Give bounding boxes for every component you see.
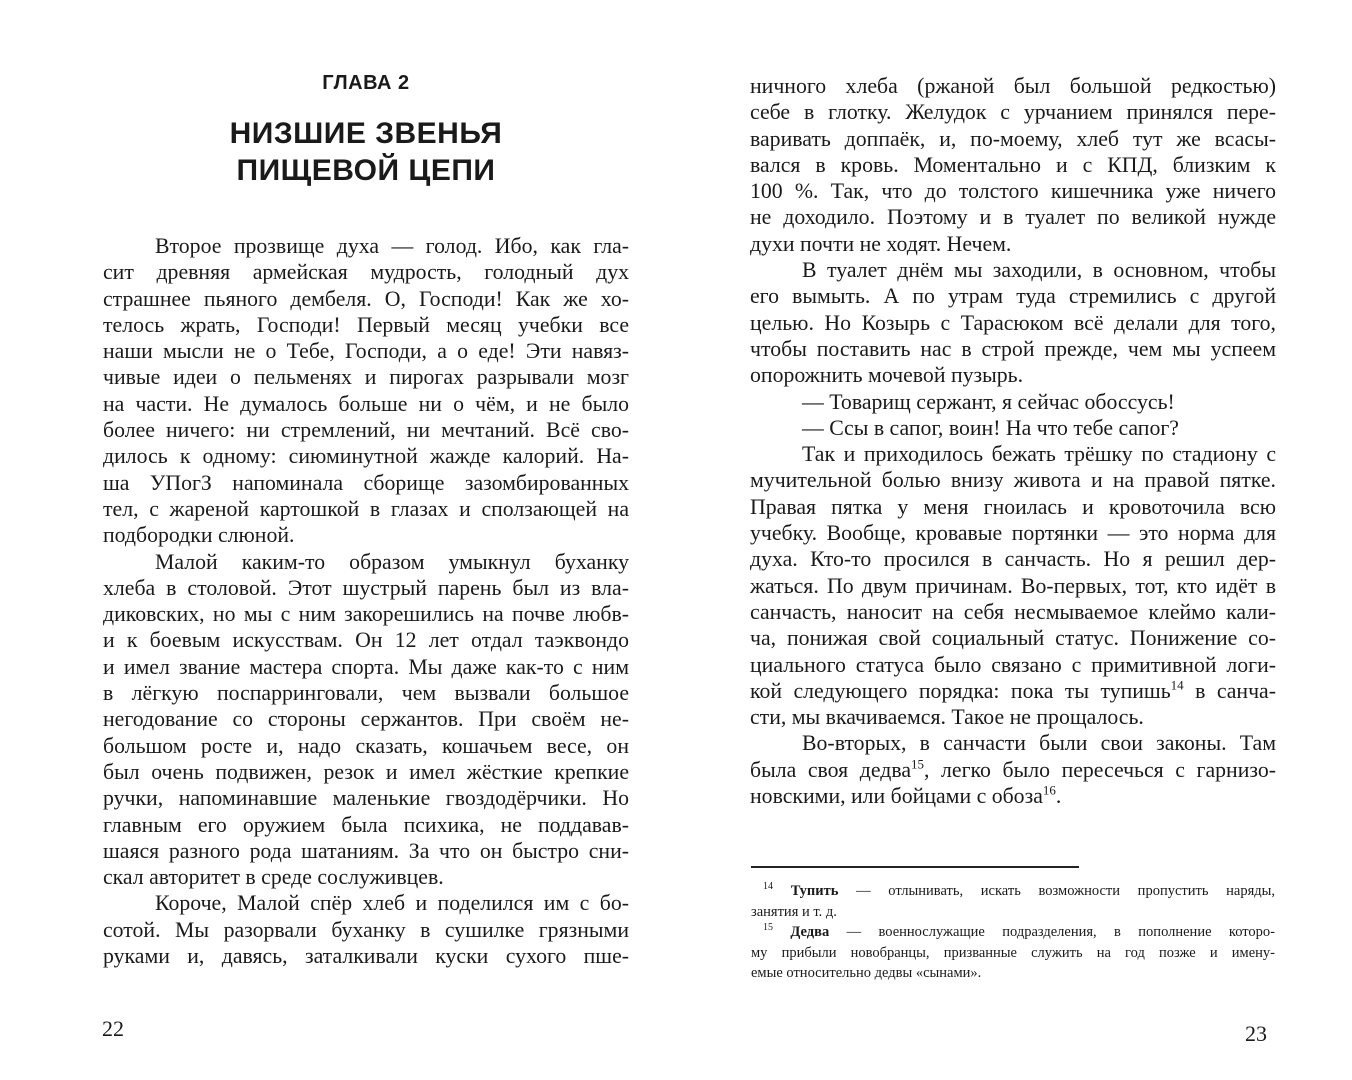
text-line: диковских, но мы с ним закорешились на почве любв-: [103, 602, 629, 627]
text-line: ручки, напоминавшие маленькие гвоздодёрчики. Но: [103, 786, 629, 811]
text-line: сотой. Мы разорвали буханку в сушилке грязными: [103, 917, 629, 942]
text-line: шаяся разного рода шатаниям. За что он быстро сни-: [103, 838, 629, 863]
text-line: мучительной болью внизу живота и на правой пятке.: [750, 468, 1276, 493]
text-line: [750, 783, 1276, 809]
text-line: негодование со стороны сержантов. При своём не-: [103, 707, 629, 732]
text-line: 100 %. Так, что до толстого кишечника уже ничего: [750, 179, 1276, 204]
page-number: 22: [102, 1016, 124, 1041]
chapter-title-line: НИЗШИЕ ЗВЕНЬЯ: [229, 117, 503, 150]
text-line: санчасть, наносит на себя несмываемое клеймо кали-: [750, 599, 1276, 624]
left-body-text: [103, 233, 629, 969]
text-line: более ничего: ни стремлений, ни мечтаний. Всё сво-: [103, 418, 629, 443]
text-line: в лёгкую поспарринговали, чем вызвали большое: [103, 681, 629, 706]
footnote-ref[interactable]: 15: [911, 756, 925, 772]
text-line: его вымыть. А по утрам туда стремились с другой: [750, 284, 1276, 309]
text-line: большом росте и, надо сказать, кошачьем весе, он: [103, 733, 629, 758]
text-line: чивые идеи о пельменях и пирогах разрывали мозг: [103, 365, 629, 390]
footnote: [751, 881, 1275, 902]
chapter-label: ГЛАВА 2: [322, 72, 410, 94]
right-body-text: [750, 73, 1276, 809]
text-line: руками и, давясь, заталкивали куски сухого пше-: [103, 944, 629, 969]
text-line: [750, 757, 1276, 783]
footnote-number: 14: [763, 881, 773, 893]
text-line: страшнее пьяного дембеля. О, Господи! Как же хо-: [103, 286, 629, 311]
text-line: — Ссы в сапог, воин! На что тебе сапог?: [802, 415, 1179, 440]
footnote-divider: [751, 866, 1079, 868]
footnote-text: му прибыли новобранцы, призванные служить на год позже и имену-: [751, 944, 1275, 961]
footnote: [751, 922, 1275, 943]
text-line: духа. Кто-то просился в санчасть. Но я решил дер-: [750, 547, 1276, 572]
text-line: вался в кровь. Моментально и с КПД, близким к: [750, 152, 1276, 177]
text-line: и имел звание мастера спорта. Мы даже как-то с ним: [103, 654, 629, 679]
text-segment: новскими, или бойцами с обоза: [750, 784, 1043, 809]
right-page: [676, 0, 1352, 1080]
text-line: хлеба в столовой. Этот шустрый парень был из вла-: [103, 575, 629, 600]
text-segment: была своя дедва: [750, 757, 912, 782]
chapter-title: [103, 115, 629, 189]
text-line: и к боевым искусствам. Он 12 лет отдал таэквондо: [103, 628, 629, 653]
text-line: не доходило. Поэтому и в туалет по великой нужде: [750, 205, 1276, 230]
text-line: ча, понижая свой социальный статус. Понижение со-: [750, 626, 1276, 651]
text-line: В туалет днём мы заходили, в основном, чтобы: [802, 258, 1276, 283]
text-line: Во-вторых, в санчасти были свои законы. Там: [802, 731, 1276, 756]
footnote-term: Дедва: [790, 924, 830, 940]
text-line: варивать доппаёк, и, по-моему, хлеб тут же всасы-: [750, 126, 1276, 151]
text-line: духи почти не ходят. Нечем.: [750, 231, 1012, 256]
text-line: Малой каким-то образом умыкнул буханку: [155, 549, 629, 574]
text-line: был очень подвижен, резок и имел жёсткие крепкие: [103, 759, 629, 784]
footnote-number: 15: [763, 922, 773, 934]
text-line: себе в глотку. Желудок с урчанием принялся пере-: [750, 100, 1276, 125]
text-line: Правая пятка у меня гноилась и кровоточила всю: [750, 494, 1276, 519]
text-line: дилось к одному: сиюминутной жажде калорий. На-: [103, 444, 629, 469]
text-line: Второе прозвище духа — голод. Ибо, как гла-: [155, 234, 629, 258]
text-line: на части. Не думалось больше ни о чём, и не было: [103, 391, 629, 416]
text-line: [750, 678, 1276, 704]
footnote-ref[interactable]: 16: [1042, 782, 1056, 798]
text-line: ничного хлеба (ржаной был большой редкостью): [750, 74, 1276, 98]
chapter-title-line: ПИЩЕВОЙ ЦЕПИ: [236, 154, 496, 187]
text-segment: , легко было пересечься с гарнизо-: [924, 757, 1276, 782]
footnote-text: — отлынивать, искать возможности пропустить наряды,: [856, 883, 1275, 899]
footnote-term: Тупить: [790, 883, 839, 899]
text-line: тел, с жареной картошкой в глазах и сползающей на: [103, 496, 629, 521]
text-line: главным его оружием была психика, не поддавав-: [103, 812, 629, 837]
page-number: 23: [1245, 1021, 1267, 1046]
text-line: учебку. Вообще, кровавые портянки — это норма для: [750, 521, 1276, 546]
footnote-ref[interactable]: 14: [1170, 677, 1184, 693]
text-line: чтобы поставить нас в строй прежде, чем мы успеем: [750, 336, 1276, 361]
text-line: подбородки слюной.: [103, 523, 295, 548]
text-line: циального статуса было связано с примитивной логи-: [750, 652, 1276, 677]
text-line: Короче, Малой спёр хлеб и поделился им с бо-: [155, 891, 629, 916]
text-line: опорожнить мочевой пузырь.: [750, 363, 1024, 388]
text-line: телось жрать, Господи! Первый месяц учебки все: [103, 312, 629, 337]
text-line: наши мысли не о Тебе, Господи, а о еде! Эти навяз-: [103, 339, 629, 364]
footnotes: [751, 881, 1275, 984]
text-line: Так и приходилось бежать трёшку по стадиону с: [802, 442, 1276, 467]
text-line: сит древняя армейская мудрость, голодный дух: [103, 260, 629, 285]
text-line: жаться. По двум причинам. Во-первых, тот, кто идёт в: [750, 573, 1276, 598]
text-line: — Товарищ сержант, я сейчас обоссусь!: [802, 389, 1175, 414]
text-line: целью. Но Козырь с Тарасюком всё делали для того,: [750, 310, 1276, 335]
footnote-text: — военнослужащие подразделения, в пополнение которо-: [846, 924, 1276, 940]
text-segment: в санча-: [1183, 678, 1276, 703]
text-line: сти, мы вкачиваемся. Такое не прощалось.: [750, 705, 1144, 730]
text-line: ша УПогЗ напоминала сборище зазомбированных: [103, 470, 629, 495]
footnote-text: емые относительно дедвы «сынами».: [751, 965, 982, 981]
text-segment: .: [1055, 784, 1062, 809]
text-segment: кой следующего порядка: пока ты тупишь: [750, 678, 1171, 703]
text-line: скал авторитет в среде сослуживцев.: [103, 865, 444, 890]
footnote-text: занятия и т. д.: [751, 903, 837, 920]
